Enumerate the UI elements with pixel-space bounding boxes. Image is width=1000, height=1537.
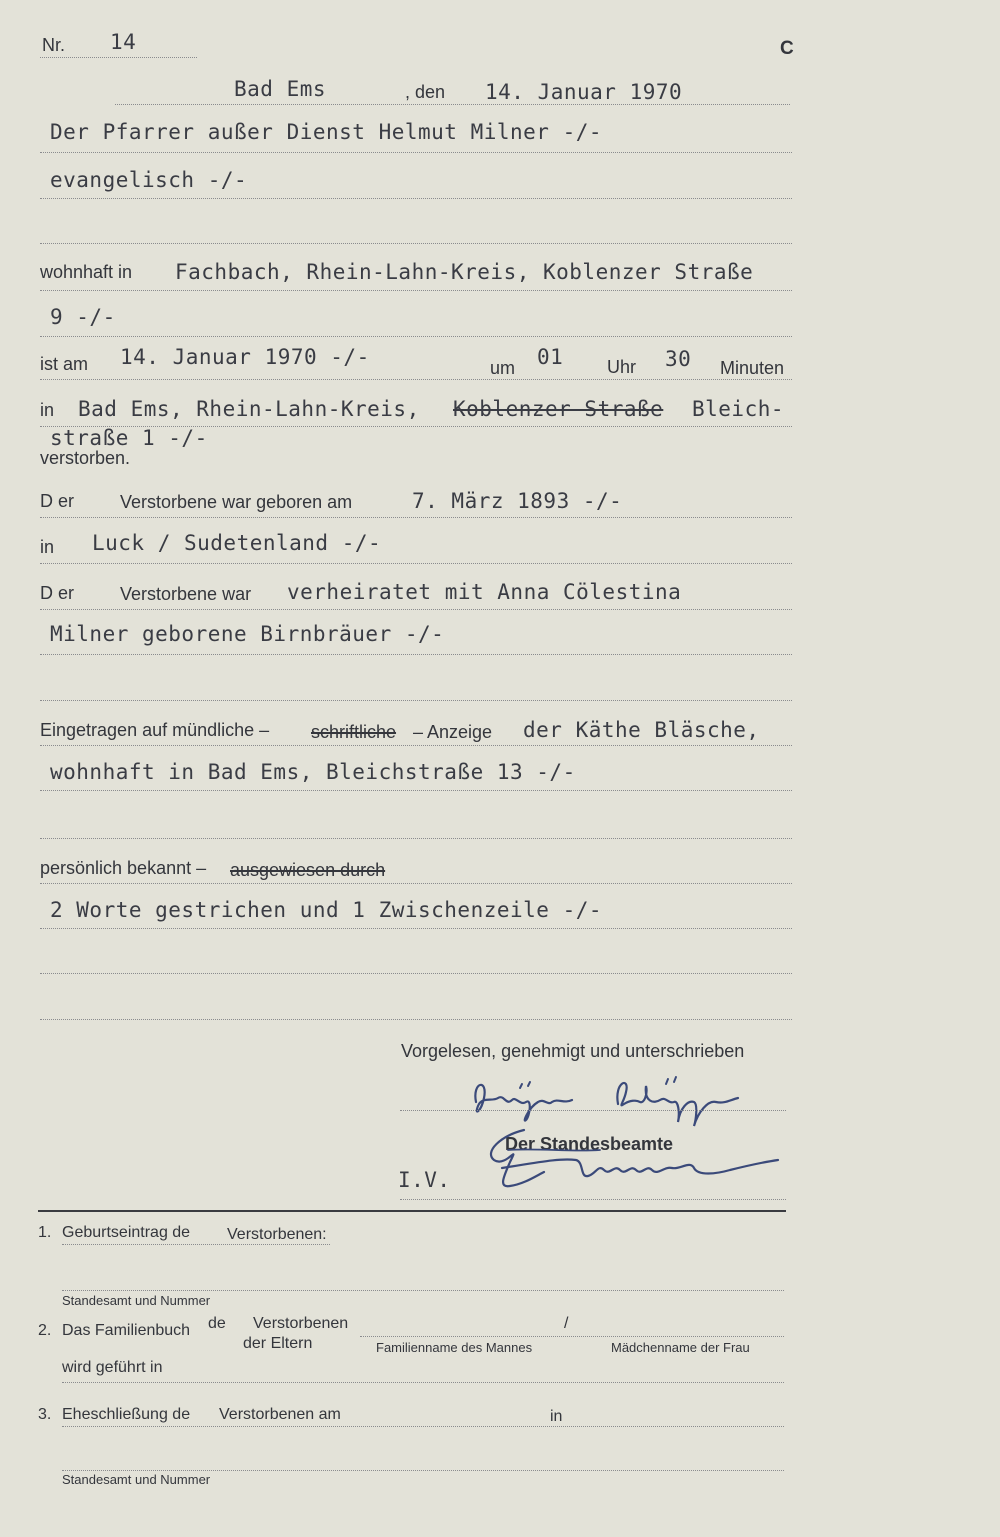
date-rule — [115, 104, 790, 105]
footer-item2-option1: Verstorbenen — [253, 1315, 349, 1332]
death-date-value: 14. Januar 1970 -/- — [120, 345, 370, 369]
nr-label: Nr. — [42, 35, 66, 55]
footer-item2-sub1: Familienname des Mannes — [376, 1340, 533, 1355]
rule-marriage-1 — [40, 609, 792, 610]
rule-blank-3 — [40, 838, 792, 839]
rule-residence — [40, 290, 792, 291]
rule-report-2 — [40, 790, 792, 791]
note-line: 2 Worte gestrichen und 1 Zwischenzeile -/- — [50, 898, 603, 922]
footer-item3-label: Eheschließung de — [62, 1406, 191, 1423]
rule-footer-2b — [62, 1382, 784, 1383]
rule-religion — [40, 198, 792, 199]
footer-item3-sub: Standesamt und Nummer — [62, 1472, 211, 1487]
footer-item1-num: 1. — [38, 1224, 52, 1241]
footer-item2-de: de — [208, 1315, 226, 1332]
residence-line2: 9 -/- — [50, 305, 116, 329]
residence-line1: Fachbach, Rhein-Lahn-Kreis, Koblenzer Straße — [175, 260, 754, 284]
rule-footer-1b — [62, 1290, 784, 1291]
rule-residence-2 — [40, 336, 792, 337]
rule-footer-3b — [62, 1470, 784, 1471]
rule-birth-place — [40, 563, 792, 564]
footer-item3-in: in — [550, 1408, 563, 1425]
birth-place-label: in — [40, 537, 55, 557]
report-label-struck: schriftliche — [311, 722, 397, 742]
uhr-label: Uhr — [607, 357, 637, 377]
date-label: , den — [405, 82, 446, 102]
verstorben-label: verstorben. — [40, 448, 131, 468]
nr-rule — [40, 57, 197, 58]
rule-blank-2 — [40, 700, 792, 701]
footer-item3-num: 3. — [38, 1406, 52, 1423]
death-hour: 01 — [537, 345, 564, 369]
footer-item1-label: Geburtseintrag de — [62, 1224, 191, 1241]
death-place-part2: Bleich- — [692, 397, 785, 421]
death-date-label: ist am — [40, 354, 89, 374]
minuten-label: Minuten — [720, 358, 785, 378]
rule-blank-4 — [40, 973, 792, 974]
footer-separator — [38, 1210, 786, 1212]
um-label: um — [490, 358, 516, 378]
rule-footer-1a — [62, 1244, 330, 1245]
marriage-line1: verheiratet mit Anna Cölestina — [287, 580, 682, 604]
religion-value: evangelisch -/- — [50, 168, 248, 192]
place-value: Bad Ems — [234, 77, 327, 101]
rule-death-time — [40, 379, 792, 380]
known-struck: ausgewiesen durch — [230, 860, 386, 880]
iv-label: I.V. — [398, 1168, 451, 1192]
register-letter: C — [780, 38, 794, 59]
footer-item1-sub: Standesamt und Nummer — [62, 1293, 211, 1308]
rule-note — [40, 928, 792, 929]
rule-official-signature — [400, 1199, 786, 1200]
report-label-1: Eingetragen auf mündliche – — [40, 720, 270, 740]
rule-birth-date — [40, 517, 792, 518]
residence-label: wohnhaft in — [40, 262, 133, 282]
date-value: 14. Januar 1970 — [485, 80, 683, 104]
rule-marriage-2 — [40, 654, 792, 655]
official-signature — [480, 1122, 790, 1202]
official-label: Der Standesbeamte — [505, 1134, 674, 1154]
nr-value: 14 — [110, 30, 137, 54]
report-line2: wohnhaft in Bad Ems, Bleichstraße 13 -/- — [50, 760, 576, 784]
marriage-prefix: D er — [40, 583, 75, 603]
known-label: persönlich bekannt – — [40, 858, 207, 878]
birth-prefix: D er — [40, 491, 75, 511]
rule-name — [40, 152, 792, 153]
report-label-2: – Anzeige — [413, 722, 493, 742]
footer-item2-line2: wird geführt in — [62, 1359, 163, 1376]
death-place-line2: straße 1 -/- — [50, 426, 208, 450]
footer-item2-option2: der Eltern — [243, 1335, 313, 1352]
marriage-line2: Milner geborene Birnbräuer -/- — [50, 622, 445, 646]
report-line1: der Käthe Bläsche, — [523, 718, 760, 742]
footer-item1-value: Verstorbenen: — [227, 1226, 327, 1243]
death-place-struck: Koblenzer-Straße — [453, 397, 664, 421]
rule-known — [40, 883, 792, 884]
rule-footer-3a — [62, 1426, 784, 1427]
marriage-label: Verstorbene war — [120, 584, 252, 604]
rule-report-1 — [40, 745, 792, 746]
footer-item2-sub2: Mädchenname der Frau — [611, 1340, 750, 1355]
death-place-label: in — [40, 400, 55, 420]
birth-place: Luck / Sudetenland -/- — [92, 531, 382, 555]
footer-item2-slash: / — [564, 1315, 569, 1332]
footer-item2-num: 2. — [38, 1322, 52, 1339]
birth-label: Verstorbene war geboren am — [120, 492, 353, 512]
deceased-name-line: Der Pfarrer außer Dienst Helmut Milner -/- — [50, 120, 603, 144]
birth-date: 7. März 1893 -/- — [412, 489, 623, 513]
death-place-part1: Bad Ems, Rhein-Lahn-Kreis, — [78, 397, 420, 421]
rule-informant-signature — [400, 1110, 786, 1111]
read-approved-label: Vorgelesen, genehmigt und unterschrieben — [401, 1041, 745, 1061]
footer-item3-value: Verstorbenen am — [219, 1406, 341, 1423]
rule-blank-1 — [40, 243, 792, 244]
rule-footer-2a — [360, 1336, 784, 1337]
death-minutes: 30 — [665, 347, 692, 371]
footer-item2-label: Das Familienbuch — [62, 1322, 191, 1339]
rule-blank-5 — [40, 1019, 792, 1020]
